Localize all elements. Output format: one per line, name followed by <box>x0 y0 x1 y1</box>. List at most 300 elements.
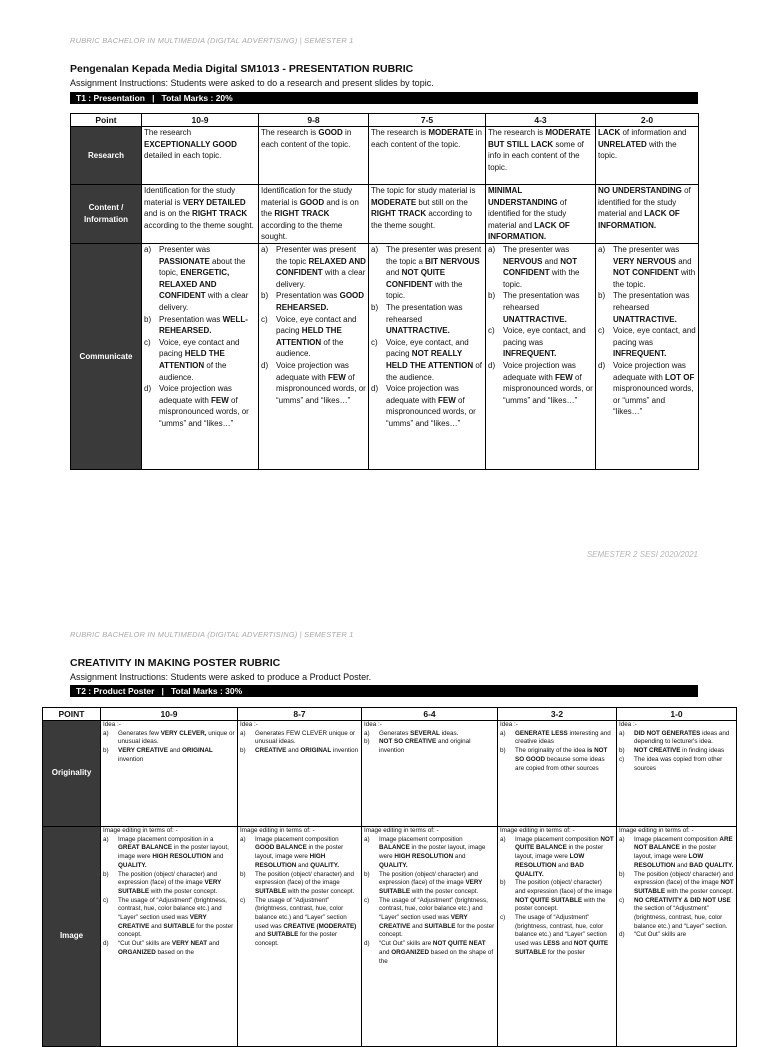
body-text: interesting and creative ideas <box>515 729 611 746</box>
criteria-item <box>103 747 235 764</box>
criteria-item <box>598 244 696 290</box>
emphasis-text: NOT QUITE CONFIDENT <box>386 268 446 289</box>
page-header: RUBRIC BACHELOR IN MULTIMEDIA (DIGITAL ADVERTISING) | SEMESTER 1 <box>70 630 354 639</box>
emphasis-text: LACK <box>598 128 621 137</box>
criteria-item <box>240 729 359 747</box>
emphasis-text: SUITABLE <box>163 922 195 930</box>
body-text: “Cut Out” skills are <box>379 940 433 948</box>
emphasis-text: ORIGINAL <box>181 747 213 755</box>
list-marker: a) <box>103 729 109 737</box>
body-text: of mispronounced words, or “umms” and “likes…” <box>159 395 249 428</box>
section1-instruction: Assignment Instructions: Students were asked to do a research and present slides by topic. <box>70 78 434 88</box>
criteria-item <box>598 360 696 418</box>
list-marker: d) <box>364 940 370 948</box>
criteria-list <box>240 730 359 756</box>
body-text: The research <box>144 128 192 137</box>
criteria-list <box>619 730 734 774</box>
section2-instruction: Assignment Instructions: Students were asked to produce a Product Poster. <box>70 672 372 682</box>
body-text: in the poster layout, image were <box>379 844 486 861</box>
list-marker: b) <box>103 747 109 755</box>
emphasis-text: NOT QUITE NEAT <box>432 940 486 948</box>
rubric-cell <box>486 185 596 244</box>
emphasis-text: MODERATE BUT STILL LACK <box>488 128 591 149</box>
emphasis-text: NOT SUITABLE <box>634 879 734 895</box>
body-text: Voice, eye contact and pacing <box>159 337 240 359</box>
emphasis-text: LOT OF <box>665 372 695 382</box>
rubric-cell <box>238 827 362 1047</box>
body-text: detailed in each topic. <box>144 151 222 161</box>
body-text: with the poster concept. <box>515 896 606 913</box>
body-text: according to the theme sought. <box>144 220 254 230</box>
emphasis-text: VERY NEAT <box>171 940 208 948</box>
emphasis-text: INFREQUENT. <box>613 349 667 359</box>
body-text: because some ideas are copied from other sources <box>515 755 605 772</box>
emphasis-text: RIGHT TRACK <box>371 209 427 219</box>
cell-intro: Idea :- <box>103 721 121 728</box>
list-marker: a) <box>619 835 625 843</box>
cell-intro: Image editing in terms of: - <box>103 827 178 834</box>
body-text: but still on the <box>416 197 468 207</box>
body-text: Identification for the study material is <box>144 186 236 207</box>
cell-paragraph <box>371 185 483 231</box>
column-header: 7-5 <box>369 114 486 127</box>
criteria-list <box>364 730 495 756</box>
cell-intro: Image editing in terms of: - <box>364 827 439 834</box>
body-text: based on the <box>155 948 194 956</box>
emphasis-text: VERY SUITABLE <box>379 879 483 895</box>
column-header: 1-0 <box>617 708 737 721</box>
body-text: Image placement composition <box>379 835 463 843</box>
rubric-cell <box>101 827 238 1047</box>
emphasis-text: VERY CREATIVE <box>118 914 207 930</box>
body-text: invention <box>331 747 359 755</box>
body-text: in finding ideas <box>680 747 725 755</box>
list-marker: b) <box>103 870 109 878</box>
cell-paragraph <box>261 185 366 243</box>
body-text: of mispronounced words, or “umms” and “likes…” <box>503 372 593 405</box>
list-marker: a) <box>500 835 506 843</box>
body-text: Voice projection was adequate with <box>386 384 459 405</box>
criteria-item <box>364 870 495 897</box>
body-text: Voice projection was adequate with <box>613 360 686 382</box>
list-marker: a) <box>240 729 246 737</box>
list-marker: b) <box>619 870 625 878</box>
emphasis-text: HIGH RESOLUTION <box>152 853 212 861</box>
body-text: some of info in each content of the topic. <box>488 139 584 172</box>
criteria-item <box>261 290 366 313</box>
criteria-item <box>500 747 614 773</box>
body-text: of identified for the study material and <box>488 197 567 230</box>
body-text: ideas. <box>439 729 459 737</box>
body-text: in each content of the topic. <box>371 128 482 149</box>
list-marker: d) <box>144 384 152 394</box>
body-text: for the poster concept. <box>379 922 495 939</box>
rubric-cell <box>486 127 596 185</box>
body-text: and <box>207 940 220 948</box>
rubric-cell <box>369 127 486 185</box>
criteria-list <box>103 730 235 765</box>
rubric-row-content <box>71 185 699 244</box>
emphasis-text: DID NOT GENERATES <box>634 729 701 737</box>
criteria-item <box>240 835 359 871</box>
emphasis-text: QUALITY. <box>310 861 339 869</box>
body-text: Voice, eye contact, and pacing was <box>503 326 586 347</box>
criteria-list <box>103 836 235 958</box>
list-marker: b) <box>500 747 506 755</box>
emphasis-text: VERY DETAILED <box>182 197 246 207</box>
emphasis-text: NOT CONFIDENT <box>503 256 578 278</box>
emphasis-text: FEW <box>438 395 456 405</box>
body-text: with the poster concept. <box>410 887 479 895</box>
criteria-item <box>103 835 235 871</box>
cell-paragraph <box>371 127 483 150</box>
list-marker: b) <box>598 291 606 301</box>
list-marker: c) <box>103 896 109 904</box>
rubric-cell <box>486 244 596 470</box>
criteria-item <box>500 914 614 958</box>
rubric-cell <box>498 827 617 1047</box>
rubric-cell <box>596 127 699 185</box>
body-text: The presenter was <box>503 245 570 254</box>
page-footer: SEMESTER 2 SESI 2020/2021 <box>586 550 698 559</box>
section1-task-label: T1 : Presentation <box>76 93 145 103</box>
cell-intro: Idea :- <box>364 721 382 728</box>
criteria-item <box>598 290 696 325</box>
body-text: Presenter was present the topic <box>276 245 357 266</box>
emphasis-text: QUALITY. <box>118 861 147 869</box>
emphasis-text: GOOD BALANCE <box>255 844 307 852</box>
rubric-cell <box>617 721 737 827</box>
emphasis-text: GENERATE LESS <box>515 729 568 737</box>
body-text: for the poster <box>546 948 585 956</box>
criteria-item <box>619 747 734 756</box>
emphasis-text: BIT NERVOUS <box>425 256 480 266</box>
body-text: Presenter was <box>159 245 211 254</box>
criteria-item <box>371 337 483 383</box>
criteria-item <box>103 729 235 747</box>
body-text: unique or unusual ideas. <box>118 729 235 746</box>
emphasis-text: SEVERAL <box>410 729 440 737</box>
section2-total-marks: Total Marks : 30% <box>170 686 243 696</box>
criteria-item <box>619 870 734 897</box>
emphasis-text: VERY CREATIVE <box>118 747 168 755</box>
list-marker: c) <box>261 314 268 324</box>
list-marker: a) <box>261 245 269 254</box>
emphasis-text: NOT SO CREATIVE <box>379 738 437 746</box>
body-text: and <box>286 747 301 755</box>
rubric-cell <box>101 721 238 827</box>
column-header: Point <box>71 114 142 127</box>
body-text: according to the theme sought. <box>371 209 472 230</box>
emphasis-text: FEW <box>555 372 573 382</box>
emphasis-text: LOW RESOLUTION <box>634 853 704 869</box>
emphasis-text: HELD THE ATTENTION <box>159 349 225 370</box>
emphasis-text: NOT CONFIDENT <box>613 268 679 278</box>
body-text: and <box>149 922 164 930</box>
cell-intro: Idea :- <box>500 721 518 728</box>
body-text: and <box>167 747 182 755</box>
emphasis-text: RIGHT TRACK <box>274 209 330 219</box>
emphasis-text: QUALITY. <box>379 861 408 869</box>
column-header: 6-4 <box>362 708 498 721</box>
body-text: and <box>211 853 224 861</box>
body-text: with a clear delivery. <box>276 268 366 289</box>
body-text: and <box>675 256 692 266</box>
body-text: Identification for the study material is <box>261 186 353 207</box>
body-text: ideas and depending to lecturer's idea. <box>634 729 730 746</box>
criteria-item <box>364 835 495 871</box>
body-text: and <box>296 861 311 869</box>
body-text: Presentation was <box>159 314 223 324</box>
body-text: and <box>675 861 690 869</box>
body-text: of mispronounced words, or “umms” and “likes…” <box>276 372 366 405</box>
emphasis-text: ENERGETIC, RELAXED AND CONFIDENT <box>159 268 230 301</box>
criteria-item <box>261 360 366 406</box>
emphasis-text: ARE NOT BALANCE <box>634 835 733 852</box>
body-text: The presenter was present the topic a <box>386 245 482 266</box>
criteria-list <box>598 244 696 418</box>
criteria-item <box>103 870 235 897</box>
criteria-item <box>240 747 359 756</box>
column-header: 10-9 <box>101 708 238 721</box>
row-label: Image <box>43 827 101 1047</box>
emphasis-text: EXCEPTIONALLY GOOD <box>144 139 237 149</box>
list-marker: c) <box>500 914 506 922</box>
emphasis-text: VERY SUITABLE <box>118 879 222 895</box>
list-marker: a) <box>488 245 496 254</box>
body-text: with the poster concept. <box>286 887 355 895</box>
cell-paragraph <box>144 127 256 162</box>
body-text: in each content of the topic. <box>261 128 352 149</box>
body-text: and is on the <box>261 197 359 219</box>
list-marker: a) <box>500 729 506 737</box>
column-header: 3-2 <box>498 708 617 721</box>
body-text: The usage of “Adjustment” (brightness, contrast, hue, color balance etc.) and “Layer” section used was <box>255 896 347 930</box>
section1-title: Pengenalan Kepada Media Digital SM1013 - PRESENTATION RUBRIC <box>70 63 414 75</box>
emphasis-text: NERVOUS <box>503 256 543 266</box>
criteria-item <box>364 896 495 941</box>
criteria-item <box>500 879 614 914</box>
section1-total-marks: Total Marks : 20% <box>161 93 233 103</box>
section2-task-separator: | <box>161 686 164 696</box>
body-text: The research is <box>488 128 546 137</box>
emphasis-text: WELL-REHEARSED. <box>159 314 248 336</box>
column-header: 4-3 <box>486 114 596 127</box>
body-text: for the poster concept. <box>255 931 338 948</box>
list-marker: d) <box>371 384 379 394</box>
emphasis-text: VERY CREATIVE <box>379 914 468 930</box>
emphasis-text: GOOD <box>299 197 325 207</box>
list-marker: c) <box>364 896 370 904</box>
cell-paragraph <box>144 185 256 231</box>
list-marker: a) <box>364 729 370 737</box>
body-text: The position (object/ character) and expression (face) of the image <box>634 870 734 887</box>
list-marker: b) <box>240 747 246 755</box>
list-marker: b) <box>500 879 506 887</box>
body-text: The usage of “Adjustment” (brightness, contrast, hue, color balance etc.) and “Layer” section used was <box>379 896 488 922</box>
emphasis-text: LACK OF INFORMATION. <box>598 209 680 230</box>
criteria-item <box>598 325 696 360</box>
body-text: and <box>379 948 392 956</box>
list-marker: b) <box>488 291 496 301</box>
criteria-item <box>364 738 495 755</box>
rubric-header-row <box>43 708 737 721</box>
criteria-item <box>261 244 366 290</box>
rubric-row-originality <box>43 721 737 827</box>
body-text: Voice projection was adequate with <box>503 360 576 382</box>
rubric-cell <box>238 721 362 827</box>
emphasis-text: UNATTRACTIVE. <box>386 326 450 336</box>
row-label: Content / Information <box>71 185 142 244</box>
list-marker: c) <box>619 755 625 763</box>
emphasis-text: LESS <box>543 940 560 948</box>
emphasis-text: MINIMAL UNDERSTANDING <box>488 186 558 207</box>
body-text: and <box>255 931 268 939</box>
emphasis-text: CREATIVE <box>255 747 287 755</box>
body-text: Image placement composition <box>634 835 720 843</box>
body-text: The research is <box>261 128 319 137</box>
criteria-item <box>103 896 235 941</box>
criteria-list <box>371 244 483 430</box>
emphasis-text: NOT QUITE SUITABLE <box>515 940 609 956</box>
column-header: POINT <box>43 708 101 721</box>
body-text: The usage of “Adjustment” (brightness, contrast, hue, color balance etc.) and “Layer” section used was <box>515 914 607 948</box>
body-text: The position (object/ character) and expression (face) of the image <box>379 870 479 887</box>
rubric-row-communicate <box>71 244 699 470</box>
emphasis-text: ORGANIZED <box>391 948 430 956</box>
emphasis-text: PASSIONATE <box>159 256 210 266</box>
page-header: RUBRIC BACHELOR IN MULTIMEDIA (DIGITAL ADVERTISING) | SEMESTER 1 <box>70 36 354 45</box>
criteria-item <box>364 940 495 966</box>
list-marker: a) <box>619 729 625 737</box>
list-marker: c) <box>371 337 378 347</box>
list-marker: d) <box>103 940 109 948</box>
column-header: 10-9 <box>142 114 259 127</box>
cell-paragraph <box>488 127 593 173</box>
criteria-list <box>144 244 256 430</box>
emphasis-text: NOT QUITE SUITABLE <box>515 896 583 904</box>
emphasis-text: GOOD <box>318 128 343 137</box>
body-text: Generates few <box>118 729 161 737</box>
rubric-cell <box>596 244 699 470</box>
body-text: and is on the <box>144 209 193 219</box>
list-marker: a) <box>364 835 370 843</box>
body-text: and <box>556 861 571 869</box>
criteria-item <box>619 896 734 932</box>
body-text: based on the shape of the <box>379 948 494 965</box>
emphasis-text: INFREQUENT. <box>503 349 557 359</box>
emphasis-text: NOT REALLY HELD THE ATTENTION <box>386 349 474 370</box>
body-text: according to the theme sought. <box>261 220 343 242</box>
emphasis-text: MODERATE <box>371 197 417 207</box>
emphasis-text: SUITABLE <box>267 931 299 939</box>
section2-title: CREATIVITY IN MAKING POSTER RUBRIC <box>70 657 281 669</box>
emphasis-text: NO CREATIVITY & DID NOT USE <box>634 896 731 904</box>
body-text: “Cut Out” skills are <box>634 931 687 939</box>
criteria-item <box>488 360 593 406</box>
rubric-cell <box>142 185 259 244</box>
rubric-row-research <box>71 127 699 185</box>
body-text: The idea was copied from other sources <box>634 755 723 772</box>
list-marker: b) <box>364 738 370 746</box>
body-text: The presenter was <box>613 245 680 254</box>
row-label: Originality <box>43 721 101 827</box>
body-text: in the poster layout, image were <box>118 844 229 861</box>
column-header: 2-0 <box>596 114 699 127</box>
list-marker: a) <box>240 835 246 843</box>
emphasis-text: CREATIVE (MODERATE) <box>283 922 357 930</box>
body-text: with the poster concept. <box>665 887 734 895</box>
column-header: 8-7 <box>238 708 362 721</box>
emphasis-text: SUITABLE <box>255 887 287 895</box>
emphasis-text: LOW RESOLUTION <box>515 853 585 869</box>
emphasis-text: is NOT SO GOOD <box>515 747 608 763</box>
body-text: mispronounced words, or “umms” and “likes…” <box>613 384 694 417</box>
criteria-item <box>144 244 256 314</box>
criteria-item <box>488 244 593 290</box>
emphasis-text: GREAT BALANCE <box>118 844 173 852</box>
emphasis-text: HELD THE ATTENTION <box>276 326 342 347</box>
rubric-cell <box>259 185 369 244</box>
row-label: Communicate <box>71 244 142 470</box>
emphasis-text: FEW <box>328 372 346 382</box>
body-text: the section of “Adjustment” (brightness, contrast, hue, color balance etc.) and “Layer” section. <box>634 905 728 930</box>
body-text: and <box>542 256 561 266</box>
criteria-item <box>144 337 256 383</box>
cell-paragraph <box>488 185 593 243</box>
rubric-cell <box>369 244 486 470</box>
body-text: Presentation was <box>276 291 340 301</box>
emphasis-text: BAD QUALITY. <box>515 861 584 878</box>
criteria-list <box>500 730 614 774</box>
criteria-item <box>144 314 256 337</box>
body-text: The position (object/ character) and expression (face) of the image <box>255 870 355 887</box>
rubric-row-image <box>43 827 737 1047</box>
emphasis-text: NO UNDERSTANDING <box>598 186 682 195</box>
body-text: Voice projection was adequate with <box>159 384 232 405</box>
rubric-cell <box>142 127 259 185</box>
body-text: with the poster concept. <box>149 887 218 895</box>
criteria-item <box>488 290 593 325</box>
list-marker: b) <box>240 870 246 878</box>
criteria-item <box>144 383 256 429</box>
emphasis-text: NOT QUITE BALANCE <box>515 835 614 852</box>
body-text: with the topic. <box>386 279 463 301</box>
criteria-list <box>488 244 593 406</box>
cell-intro: Image editing in terms of: - <box>619 827 694 834</box>
list-marker: b) <box>364 870 370 878</box>
body-text: invention <box>118 755 144 763</box>
criteria-item <box>371 383 483 429</box>
body-text: in the poster layout, image were <box>634 844 717 861</box>
body-text: with a clear delivery. <box>159 291 249 312</box>
emphasis-text: GOOD REHEARSED. <box>276 291 365 312</box>
criteria-item <box>619 755 734 773</box>
list-marker: c) <box>598 326 605 336</box>
criteria-item <box>103 940 235 957</box>
rubric-header-row <box>71 114 699 127</box>
list-marker: a) <box>371 245 379 254</box>
cell-paragraph <box>598 127 696 162</box>
criteria-item <box>240 896 359 949</box>
list-marker: a) <box>103 835 109 843</box>
emphasis-text: HIGH RESOLUTION <box>394 853 454 861</box>
list-marker: d) <box>261 360 269 370</box>
criteria-item <box>488 325 593 360</box>
rubric-cell <box>362 721 498 827</box>
list-marker: d) <box>619 931 625 939</box>
body-text: The presentation was rehearsed <box>503 291 580 312</box>
